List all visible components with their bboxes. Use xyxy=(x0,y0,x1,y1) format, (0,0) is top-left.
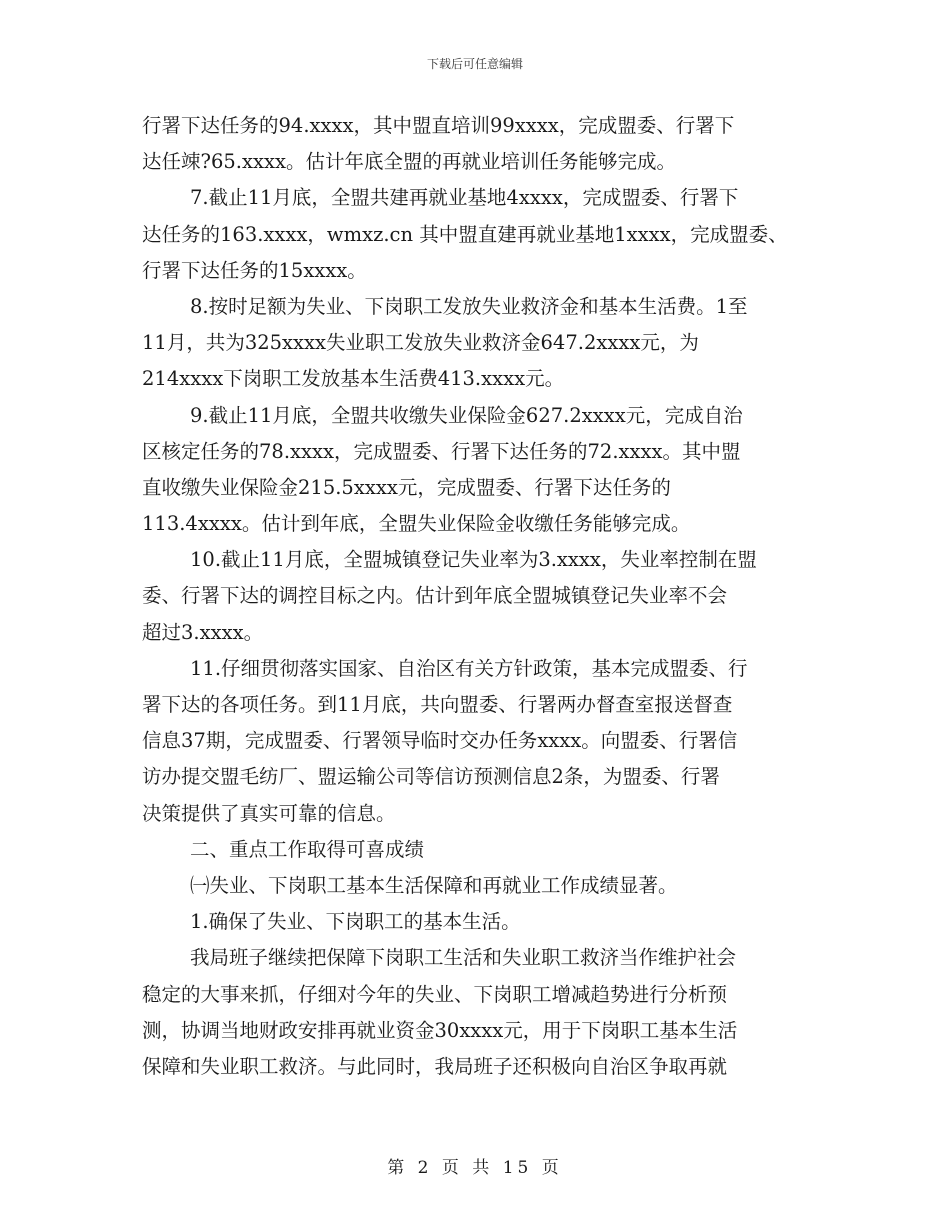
text-line: 达任务的163.xxxx，wmxz.cn 其中盟直建再就业基地1xxxx，完成盟委、 xyxy=(142,222,788,246)
text-line: 信息37期，完成盟委、行署领导临时交办任务xxxx。向盟委、行署信 xyxy=(142,729,738,753)
subsection-heading: ㈠失业、下岗职工基本生活保障和再就业工作成绩显著。 xyxy=(190,873,678,897)
text-line: 7.截止11月底，全盟共建再就业基地4xxxx，完成盟委、行署下 xyxy=(190,186,739,210)
text-line: 9.截止11月底，全盟共收缴失业保险金627.2xxxx元，完成自治 xyxy=(190,403,743,427)
text-line: 直收缴失业保险金215.5xxxx元，完成盟委、行署下达任务的 xyxy=(142,475,671,499)
text-line: 行署下达任务的15xxxx。 xyxy=(142,258,367,282)
text-line: 访办提交盟毛纺厂、盟运输公司等信访预测信息2条，为盟委、行署 xyxy=(142,765,720,789)
text-line: 214xxxx下岗职工发放基本生活费413.xxxx元。 xyxy=(142,367,565,391)
text-line: 区核定任务的78.xxxx，完成盟委、行署下达任务的72.xxxx。其中盟 xyxy=(142,439,741,463)
text-line: 11.仔细贯彻落实国家、自治区有关方针政策，基本完成盟委、行 xyxy=(190,656,748,680)
text-line: 我局班子继续把保障下岗职工生活和失业职工救济当作维护社会 xyxy=(190,946,737,970)
text-line: 行署下达任务的94.xxxx，其中盟直培训99xxxx，完成盟委、行署下 xyxy=(142,114,735,137)
text-line: 保障和失业职工救济。与此同时，我局班子还积极向自治区争取再就 xyxy=(142,1054,728,1078)
section-heading: 二、重点工作取得可喜成绩 xyxy=(190,837,425,861)
text-line: 稳定的大事来抓，仔细对今年的失业、下岗职工增减趋势进行分析预 xyxy=(142,982,728,1006)
text-line: 委、行署下达的调控目标之内。估计到年底全盟城镇登记失业率不会 xyxy=(142,584,728,608)
text-line: 8.按时足额为失业、下岗职工发放失业救济金和基本生活费。1至 xyxy=(190,294,748,318)
document-body xyxy=(142,108,822,1085)
text-line: 达任竦?65.xxxx。估计年底全盟的再就业培训任务能够完成。 xyxy=(142,150,676,174)
item-heading: 1.确保了失业、下岗职工的基本生活。 xyxy=(190,910,521,934)
text-line: 10.截止11月底，全盟城镇登记失业率为3.xxxx，失业率控制在盟 xyxy=(190,548,757,572)
page-footer-number: 第 2 页 共 15 页 xyxy=(387,1158,563,1178)
text-line: 测，协调当地财政安排再就业资金30xxxx元，用于下岗职工基本生活 xyxy=(142,1018,738,1042)
page-header-note: 下载后可任意编辑 xyxy=(426,57,523,71)
text-line: 11月，共为325xxxx失业职工发放失业救济金647.2xxxx元，为 xyxy=(142,331,699,355)
text-line: 113.4xxxx。估计到年底，全盟失业保险金收缴任务能够完成。 xyxy=(142,512,691,536)
text-line: 决策提供了真实可靠的信息。 xyxy=(142,801,396,825)
text-line: 署下达的各项任务。到11月底，共向盟委、行署两办督查室报送督查 xyxy=(142,693,733,716)
text-line: 超过3.xxxx。 xyxy=(142,620,264,644)
